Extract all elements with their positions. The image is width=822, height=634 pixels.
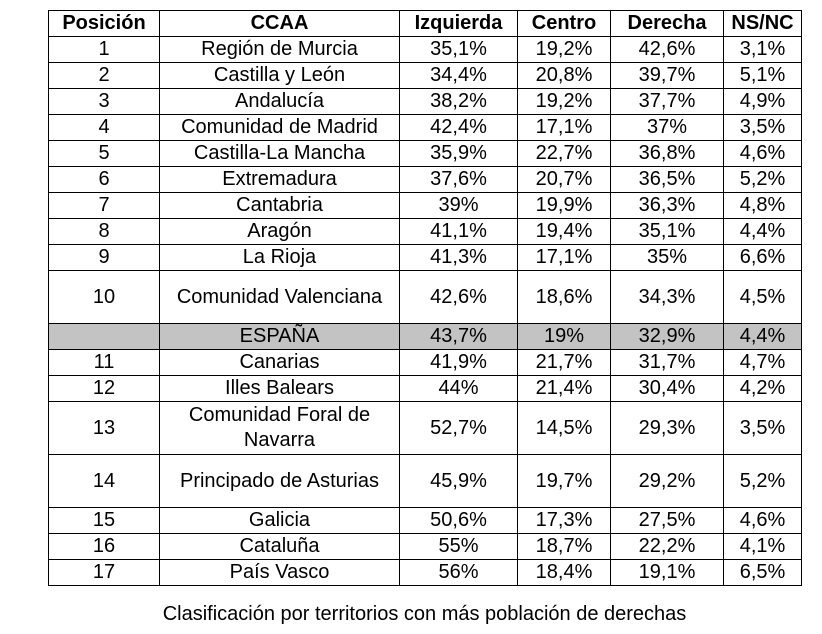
cell-izquierda: 50,6% [400, 508, 518, 534]
cell-izquierda: 45,9% [400, 455, 518, 508]
cell-ccaa: Canarias [160, 350, 400, 376]
cell-centro: 18,6% [518, 271, 611, 324]
table-row [49, 534, 802, 560]
header-izquierda: Izquierda [400, 11, 518, 37]
cell-centro: 18,4% [518, 560, 611, 586]
table-row [49, 37, 802, 63]
header-nsnc: NS/NC [724, 11, 802, 37]
cell-izquierda: 42,4% [400, 115, 518, 141]
cell-posicion: 13 [49, 402, 160, 455]
cell-ccaa: Aragón [160, 219, 400, 245]
table-row [49, 455, 802, 508]
cell-ccaa: Castilla y León [160, 63, 400, 89]
cell-derecha: 31,7% [611, 350, 724, 376]
cell-posicion: 15 [49, 508, 160, 534]
cell-nsnc: 5,2% [724, 167, 802, 193]
cell-posicion: 6 [49, 167, 160, 193]
cell-posicion: 12 [49, 376, 160, 402]
cell-nsnc: 5,1% [724, 63, 802, 89]
cell-nsnc: 4,9% [724, 89, 802, 115]
cell-izquierda: 41,9% [400, 350, 518, 376]
cell-nsnc: 4,1% [724, 534, 802, 560]
cell-centro: 20,8% [518, 63, 611, 89]
table-caption: Clasificación por territorios con más población de derechas [162, 603, 687, 625]
cell-izquierda: 35,9% [400, 141, 518, 167]
header-derecha: Derecha [611, 11, 724, 37]
cell-centro: 19% [518, 324, 611, 350]
cell-ccaa: Cataluña [160, 534, 400, 560]
cell-centro: 19,2% [518, 37, 611, 63]
header-row [49, 11, 802, 37]
cell-nsnc: 6,6% [724, 245, 802, 271]
ranking-table [48, 10, 802, 586]
cell-posicion: 11 [49, 350, 160, 376]
cell-ccaa: Castilla-La Mancha [160, 141, 400, 167]
cell-centro: 14,5% [518, 402, 611, 455]
cell-centro: 22,7% [518, 141, 611, 167]
table-row [49, 63, 802, 89]
table-row [49, 350, 802, 376]
table-row [49, 115, 802, 141]
cell-centro: 21,7% [518, 350, 611, 376]
cell-posicion: 4 [49, 115, 160, 141]
cell-izquierda: 55% [400, 534, 518, 560]
cell-nsnc: 4,4% [724, 219, 802, 245]
cell-posicion: 7 [49, 193, 160, 219]
cell-izquierda: 41,3% [400, 245, 518, 271]
cell-posicion: 5 [49, 141, 160, 167]
cell-izquierda: 52,7% [400, 402, 518, 455]
cell-derecha: 34,3% [611, 271, 724, 324]
cell-nsnc: 4,2% [724, 376, 802, 402]
cell-ccaa: Galicia [160, 508, 400, 534]
table-row [49, 402, 802, 455]
cell-nsnc: 4,6% [724, 508, 802, 534]
cell-ccaa: Principado de Asturias [160, 455, 400, 508]
cell-nsnc: 3,1% [724, 37, 802, 63]
cell-centro: 17,1% [518, 245, 611, 271]
cell-nsnc: 4,7% [724, 350, 802, 376]
cell-nsnc: 3,5% [724, 402, 802, 455]
cell-nsnc: 6,5% [724, 560, 802, 586]
cell-ccaa: Cantabria [160, 193, 400, 219]
cell-ccaa: ESPAÑA [160, 324, 400, 350]
cell-derecha: 22,2% [611, 534, 724, 560]
cell-derecha: 29,2% [611, 455, 724, 508]
cell-ccaa: La Rioja [160, 245, 400, 271]
cell-derecha: 35% [611, 245, 724, 271]
cell-izquierda: 39% [400, 193, 518, 219]
cell-posicion: 17 [49, 560, 160, 586]
table-row [49, 508, 802, 534]
table-row-total [49, 324, 802, 350]
cell-centro: 19,9% [518, 193, 611, 219]
cell-nsnc: 3,5% [724, 115, 802, 141]
cell-izquierda: 37,6% [400, 167, 518, 193]
cell-ccaa: País Vasco [160, 560, 400, 586]
cell-nsnc: 4,8% [724, 193, 802, 219]
cell-ccaa: Extremadura [160, 167, 400, 193]
cell-centro: 19,2% [518, 89, 611, 115]
table-row [49, 141, 802, 167]
cell-centro: 19,7% [518, 455, 611, 508]
table-row [49, 219, 802, 245]
cell-posicion: 3 [49, 89, 160, 115]
cell-izquierda: 35,1% [400, 37, 518, 63]
cell-derecha: 19,1% [611, 560, 724, 586]
cell-izquierda: 38,2% [400, 89, 518, 115]
header-posicion: Posición [49, 11, 160, 37]
table-row [49, 376, 802, 402]
table-row [49, 271, 802, 324]
cell-ccaa: Región de Murcia [160, 37, 400, 63]
cell-derecha: 37,7% [611, 89, 724, 115]
cell-nsnc: 4,4% [724, 324, 802, 350]
table-row [49, 193, 802, 219]
cell-izquierda: 34,4% [400, 63, 518, 89]
cell-centro: 17,1% [518, 115, 611, 141]
cell-posicion: 14 [49, 455, 160, 508]
cell-derecha: 37% [611, 115, 724, 141]
cell-derecha: 35,1% [611, 219, 724, 245]
cell-ccaa: Comunidad de Madrid [160, 115, 400, 141]
cell-derecha: 42,6% [611, 37, 724, 63]
table-row [49, 89, 802, 115]
table-row [49, 560, 802, 586]
cell-derecha: 36,3% [611, 193, 724, 219]
cell-derecha: 32,9% [611, 324, 724, 350]
cell-nsnc: 4,5% [724, 271, 802, 324]
cell-nsnc: 4,6% [724, 141, 802, 167]
cell-ccaa: Comunidad Foral de Navarra [160, 402, 400, 455]
cell-centro: 18,7% [518, 534, 611, 560]
cell-posicion: 9 [49, 245, 160, 271]
cell-posicion [49, 324, 160, 350]
header-centro: Centro [518, 11, 611, 37]
cell-centro: 21,4% [518, 376, 611, 402]
table-row [49, 167, 802, 193]
header-ccaa: CCAA [160, 11, 400, 37]
cell-izquierda: 41,1% [400, 219, 518, 245]
cell-ccaa: Comunidad Valenciana [160, 271, 400, 324]
cell-derecha: 39,7% [611, 63, 724, 89]
cell-izquierda: 43,7% [400, 324, 518, 350]
cell-derecha: 30,4% [611, 376, 724, 402]
cell-posicion: 8 [49, 219, 160, 245]
cell-izquierda: 56% [400, 560, 518, 586]
cell-izquierda: 44% [400, 376, 518, 402]
cell-ccaa: Andalucía [160, 89, 400, 115]
cell-posicion: 16 [49, 534, 160, 560]
cell-ccaa: Illes Balears [160, 376, 400, 402]
cell-centro: 17,3% [518, 508, 611, 534]
cell-nsnc: 5,2% [724, 455, 802, 508]
cell-izquierda: 42,6% [400, 271, 518, 324]
cell-posicion: 10 [49, 271, 160, 324]
cell-posicion: 1 [49, 37, 160, 63]
cell-derecha: 36,5% [611, 167, 724, 193]
cell-centro: 19,4% [518, 219, 611, 245]
cell-derecha: 29,3% [611, 402, 724, 455]
cell-centro: 20,7% [518, 167, 611, 193]
cell-posicion: 2 [49, 63, 160, 89]
cell-derecha: 36,8% [611, 141, 724, 167]
cell-derecha: 27,5% [611, 508, 724, 534]
table-row [49, 245, 802, 271]
